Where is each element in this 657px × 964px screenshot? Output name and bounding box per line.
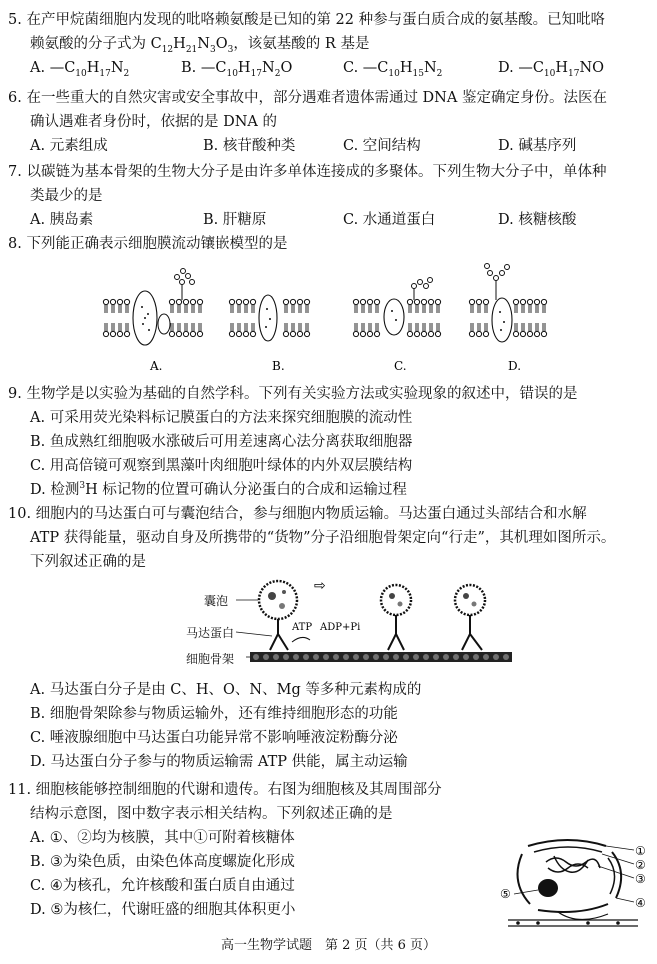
adp-label: ADP+Pi: [320, 622, 361, 633]
membrane-model-c[interactable]: [353, 278, 440, 374]
q7-option-b[interactable]: B. 肝糖原: [203, 212, 267, 228]
model-label-c: C.: [394, 359, 407, 373]
q6-stem-line1: 6. 在一些重大的自然灾害或安全事故中，部分遇难者遗体需通过 DNA 鉴定确定身份。法医在: [8, 90, 607, 106]
q10-stem-line2: ATP 获得能量，驱动自身及所携带的“货物”分子沿细胞骨架定向“行走”，其机理如图所示。: [30, 530, 616, 546]
q6-options: [8, 134, 647, 158]
q10-option-a[interactable]: A. 马达蛋白分子是由 C、H、O、N、Mg 等多种元素构成的: [30, 682, 422, 698]
q6-option-b[interactable]: B. 核苷酸种类: [203, 138, 296, 154]
vesicle-3: [455, 585, 485, 650]
question-6: [8, 86, 647, 158]
q9-option-a[interactable]: A. 可采用荧光染料标记膜蛋白的方法来探究细胞膜的流动性: [30, 410, 413, 426]
vesicle-label: 囊泡: [204, 594, 229, 608]
model-label-a: A.: [150, 359, 163, 373]
q7-stem-line1: 7. 以碳链为基本骨架的生物大分子是由许多单体连接成的多聚体。下列生物大分子中，单体种: [8, 164, 607, 180]
q5-option-c[interactable]: C. $—C_{10}H_{15}N_2$: [343, 60, 443, 79]
q5-stem-line1: 5. 在产甲烷菌细胞内发现的吡咯赖氨酸是已知的第 22 种参与蛋白质合成的氨基酸。已知吡咯: [8, 12, 606, 28]
q10-option-b[interactable]: B. 细胞骨架除参与物质运输外，还有维持细胞形态的功能: [30, 706, 398, 722]
label-5: ⑤: [500, 887, 511, 901]
q9-option-d[interactable]: D. 检测$^3$H 标记物的位置可确认分泌蛋白的合成和运输过程: [30, 481, 407, 498]
chromatin: [546, 856, 600, 872]
question-9: [8, 382, 647, 502]
motor-protein-figure: [206, 578, 516, 678]
membrane-model-b[interactable]: [229, 295, 309, 373]
direction-arrow-icon: ⇨: [314, 578, 326, 594]
model-label-b: B.: [272, 359, 285, 373]
q10-option-c[interactable]: C. 唾液腺细胞中马达蛋白功能异常不影响唾液淀粉酶分泌: [30, 730, 398, 746]
q5-option-d[interactable]: D. $—C_{10}H_{17}NO$: [498, 60, 605, 79]
q7-stem-line2: 类最少的是: [30, 188, 103, 204]
q6-option-d[interactable]: D. 碱基序列: [498, 138, 577, 154]
q11-option-c[interactable]: C. ④为核孔，允许核酸和蛋白质自由通过: [30, 878, 295, 894]
membrane-model-d[interactable]: [469, 264, 546, 374]
q6-option-c[interactable]: C. 空间结构: [343, 138, 421, 154]
membrane-model-a[interactable]: [103, 269, 202, 374]
q5-options: [8, 56, 647, 80]
vesicle-1: [259, 581, 313, 650]
q7-option-a[interactable]: A. 胰岛素: [30, 212, 94, 228]
nucleus-figure: [488, 836, 654, 932]
q9-option-c[interactable]: C. 用高倍镜可观察到黑藻叶肉细胞叶绿体的内外双层膜结构: [30, 458, 413, 474]
vesicle-2: [381, 585, 411, 650]
label-3: ③: [635, 872, 646, 886]
q7-option-d[interactable]: D. 核糖核酸: [498, 212, 577, 228]
q11-stem-line2: 结构示意图，图中数字表示相关结构。下列叙述正确的是: [30, 806, 393, 822]
model-label-d: D.: [508, 359, 522, 373]
q11-stem-line1: 11. 细胞核能够控制细胞的代谢和遗传。右图为细胞核及其周围部分: [8, 782, 442, 798]
q5-option-a[interactable]: A. $—C_{10}H_{17}N_2$: [30, 60, 130, 79]
q5-option-b[interactable]: B. $—C_{10}H_{17}N_2O$: [181, 60, 293, 79]
atp-label: ATP: [292, 622, 313, 633]
page-footer: 高一生物学试题 第 2 页（共 6 页）: [220, 938, 437, 953]
label-4: ④: [635, 896, 646, 910]
q9-option-b[interactable]: B. 鱼成熟红细胞吸水涨破后可用差速离心法分离获取细胞器: [30, 434, 413, 450]
endoplasmic-reticulum: [508, 912, 638, 926]
motor-protein-label: 马达蛋白: [186, 626, 235, 640]
q10-option-d[interactable]: D. 马达蛋白分子参与的物质运输需 ATP 供能，属主动运输: [30, 754, 408, 770]
cytoskeleton-label: 细胞骨架: [186, 652, 235, 666]
question-10: [8, 502, 647, 574]
q6-option-a[interactable]: A. 元素组成: [30, 138, 108, 154]
question-7: [8, 160, 647, 232]
q9-stem: 9. 生物学是以实验为基础的自然学科。下列有关实验方法或实验现象的叙述中，错误的是: [8, 386, 578, 402]
q7-options: [8, 208, 647, 232]
membrane-models-figure: [100, 262, 560, 374]
q8-stem: 8. 下列能正确表示细胞膜流动镶嵌模型的是: [8, 236, 288, 252]
q10-stem-line1: 10. 细胞内的马达蛋白可与囊泡结合，参与细胞内物质运输。马达蛋白通过头部结合和水解: [8, 506, 587, 522]
q11-option-a[interactable]: A. ①、②均为核膜，其中①可附着核糖体: [30, 830, 295, 846]
q6-stem-line2: 确认遇难者身份时，依据的是 DNA 的: [30, 114, 278, 130]
nucleolus: [538, 879, 558, 897]
nuclear-envelope: [518, 840, 622, 912]
q5-stem-line2: 赖氨酸的分子式为 $C_{12}H_{21}N_3O_3$，该氨基酸的 R 基是: [30, 36, 370, 55]
cytoskeleton-fiber: [250, 652, 512, 662]
question-8: [8, 232, 647, 256]
q11-option-d[interactable]: D. ⑤为核仁，代谢旺盛的细胞其体积更小: [30, 902, 296, 918]
label-1: ①: [635, 844, 646, 858]
q10-stem-line3: 下列叙述正确的是: [30, 554, 146, 570]
question-10-options: [8, 678, 647, 774]
q11-option-b[interactable]: B. ③为染色质，由染色体高度螺旋化形成: [30, 854, 295, 870]
question-5: [8, 8, 647, 80]
q7-option-c[interactable]: C. 水通道蛋白: [343, 212, 436, 228]
label-2: ②: [635, 858, 646, 872]
